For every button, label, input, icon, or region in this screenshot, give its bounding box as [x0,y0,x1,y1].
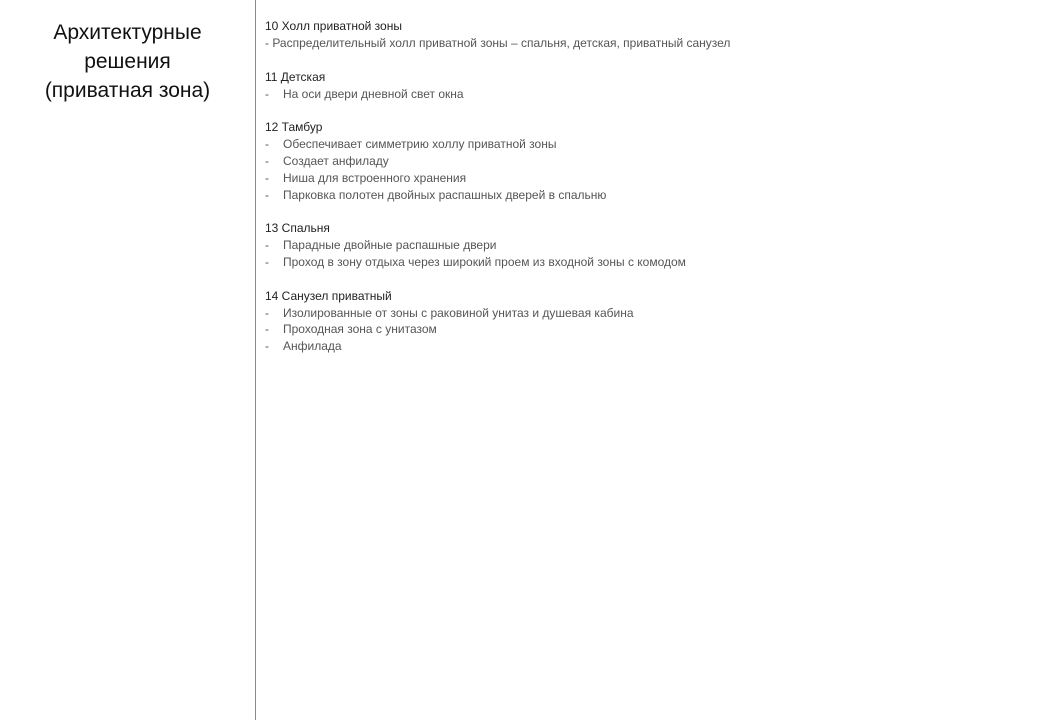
section-title: 12 Тамбур [265,120,323,135]
list-dash: - [265,339,269,354]
list-item [265,338,1025,355]
list-item [265,187,1025,204]
list-dash: - [265,238,269,253]
list-item [265,237,1025,254]
list-dash: - [265,137,269,152]
section-vestibule [265,119,1025,203]
list-item-text: Создает анфиладу [283,154,389,169]
list-item [265,305,1025,322]
list-dash: - [265,305,269,320]
list-item [265,86,1025,103]
list-item-text: Парковка полотен двойных распашных дверей в спальню [283,187,607,202]
section-kids-room [265,69,1025,103]
section-private-bathroom [265,288,1025,355]
section-bedroom [265,220,1025,270]
section-title: 14 Санузел приватный [265,288,392,303]
list-item-text: Парадные двойные распашные двери [283,238,497,253]
list-item-text: Проходная зона с унитазом [283,322,437,337]
content-column [265,18,1025,372]
list-item-text: Обеспечивает симметрию холлу приватной зоны [283,137,557,152]
list-item [265,254,1025,271]
list-item-text: Анфилада [283,339,342,354]
list-item [265,153,1025,170]
list-dash: - [265,322,269,337]
list-item [265,321,1025,338]
list-item-text: На оси двери дневной свет окна [283,86,464,101]
list-item: - Распределительный холл приватной зоны – спальня, детская, приватный санузел [265,36,731,50]
list-item [265,170,1025,187]
list-item-text: Изолированные от зоны с раковиной унитаз и душевая кабина [283,305,634,320]
section-title: 13 Спальня [265,221,330,236]
page-title [0,18,255,105]
page-title-line: решения [84,50,171,73]
list-dash: - [265,86,269,101]
section-hall [265,18,1025,52]
list-dash: - [265,187,269,202]
list-item-text: Проход в зону отдыха через широкий проем из входной зоны с комодом [283,254,686,269]
list-item-text: Ниша для встроенного хранения [283,170,467,185]
page-title-line: (приватная зона) [44,79,211,102]
list-dash: - [265,170,269,185]
list-dash: - [265,254,269,269]
list-dash: - [265,154,269,169]
section-title: 11 Детская [265,69,326,84]
page-title-line: Архитектурные [53,21,202,44]
list-item [265,136,1025,153]
section-title: 10 Холл приватной зоны [265,19,402,33]
vertical-divider [255,0,256,720]
